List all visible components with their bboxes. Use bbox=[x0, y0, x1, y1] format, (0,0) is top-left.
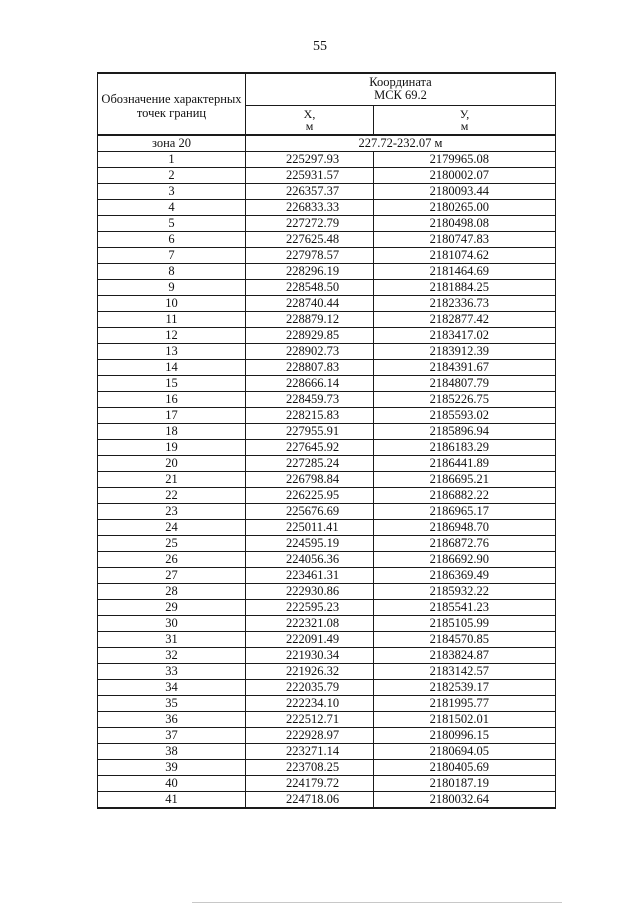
y-coordinate: 2185896.94 bbox=[374, 424, 556, 440]
table-row bbox=[98, 520, 556, 536]
x-coordinate: 227645.92 bbox=[246, 440, 374, 456]
table-row bbox=[98, 744, 556, 760]
y-coordinate: 2186369.49 bbox=[374, 568, 556, 584]
table-row bbox=[98, 616, 556, 632]
table-header bbox=[98, 73, 556, 135]
table-row bbox=[98, 392, 556, 408]
y-coordinate: 2180187.19 bbox=[374, 776, 556, 792]
table-row bbox=[98, 456, 556, 472]
coordinate-title: Координата bbox=[369, 75, 432, 90]
y-coordinate: 2186882.22 bbox=[374, 488, 556, 504]
point-number: 7 bbox=[98, 248, 246, 264]
table-row bbox=[98, 344, 556, 360]
point-designation-header bbox=[98, 73, 246, 135]
point-number: 39 bbox=[98, 760, 246, 776]
zone-row bbox=[98, 135, 556, 152]
x-coordinate: 228459.73 bbox=[246, 392, 374, 408]
table-row bbox=[98, 728, 556, 744]
coordinates-table bbox=[97, 72, 556, 809]
table-body bbox=[98, 135, 556, 808]
y-label: У, bbox=[459, 106, 470, 121]
x-coordinate: 228215.83 bbox=[246, 408, 374, 424]
point-number: 13 bbox=[98, 344, 246, 360]
table-row bbox=[98, 440, 556, 456]
x-coordinate: 226225.95 bbox=[246, 488, 374, 504]
y-coordinate: 2186183.29 bbox=[374, 440, 556, 456]
x-coordinate: 226798.84 bbox=[246, 472, 374, 488]
point-number: 15 bbox=[98, 376, 246, 392]
y-coordinate: 2180265.00 bbox=[374, 200, 556, 216]
x-coordinate: 225676.69 bbox=[246, 504, 374, 520]
point-number: 9 bbox=[98, 280, 246, 296]
point-number: 20 bbox=[98, 456, 246, 472]
table-row bbox=[98, 232, 556, 248]
point-number: 28 bbox=[98, 584, 246, 600]
y-coordinate: 2185593.02 bbox=[374, 408, 556, 424]
point-number: 41 bbox=[98, 792, 246, 809]
y-coordinate: 2181995.77 bbox=[374, 696, 556, 712]
point-number: 32 bbox=[98, 648, 246, 664]
table-row bbox=[98, 536, 556, 552]
x-coordinate: 222035.79 bbox=[246, 680, 374, 696]
bottom-edge-line bbox=[192, 902, 562, 903]
y-coordinate: 2180694.05 bbox=[374, 744, 556, 760]
y-coordinate: 2184570.85 bbox=[374, 632, 556, 648]
point-number: 33 bbox=[98, 664, 246, 680]
y-coordinate: 2180498.08 bbox=[374, 216, 556, 232]
point-number: 40 bbox=[98, 776, 246, 792]
y-coordinate: 2184807.79 bbox=[374, 376, 556, 392]
table-row bbox=[98, 488, 556, 504]
x-coordinate: 222234.10 bbox=[246, 696, 374, 712]
y-coordinate: 2186692.90 bbox=[374, 552, 556, 568]
x-coordinate: 222595.23 bbox=[246, 600, 374, 616]
x-coordinate: 222091.49 bbox=[246, 632, 374, 648]
x-coordinate: 228807.83 bbox=[246, 360, 374, 376]
point-number: 31 bbox=[98, 632, 246, 648]
point-number: 3 bbox=[98, 184, 246, 200]
point-number: 18 bbox=[98, 424, 246, 440]
y-coordinate: 2179965.08 bbox=[374, 152, 556, 168]
table-row bbox=[98, 280, 556, 296]
point-number: 36 bbox=[98, 712, 246, 728]
point-number: 6 bbox=[98, 232, 246, 248]
zone-range: 227.72-232.07 м bbox=[246, 135, 556, 152]
table-row bbox=[98, 216, 556, 232]
table-row bbox=[98, 776, 556, 792]
point-number: 19 bbox=[98, 440, 246, 456]
y-coordinate: 2185932.22 bbox=[374, 584, 556, 600]
point-number: 23 bbox=[98, 504, 246, 520]
table-row bbox=[98, 648, 556, 664]
point-number: 8 bbox=[98, 264, 246, 280]
table-row bbox=[98, 792, 556, 809]
y-coordinate: 2186695.21 bbox=[374, 472, 556, 488]
y-coordinate: 2184391.67 bbox=[374, 360, 556, 376]
table-row bbox=[98, 312, 556, 328]
x-coordinate: 224595.19 bbox=[246, 536, 374, 552]
y-coordinate: 2183142.57 bbox=[374, 664, 556, 680]
x-coordinate: 224718.06 bbox=[246, 792, 374, 809]
table-row bbox=[98, 696, 556, 712]
table-row bbox=[98, 152, 556, 168]
x-coordinate: 227285.24 bbox=[246, 456, 374, 472]
point-number: 5 bbox=[98, 216, 246, 232]
point-label-line1: Обозначение характерных bbox=[101, 92, 242, 106]
x-coordinate: 225931.57 bbox=[246, 168, 374, 184]
x-coordinate: 228929.85 bbox=[246, 328, 374, 344]
x-coordinate: 228902.73 bbox=[246, 344, 374, 360]
point-number: 21 bbox=[98, 472, 246, 488]
table-row bbox=[98, 408, 556, 424]
table-row bbox=[98, 712, 556, 728]
x-coordinate: 227955.91 bbox=[246, 424, 374, 440]
table-row bbox=[98, 504, 556, 520]
table-row bbox=[98, 296, 556, 312]
table-row bbox=[98, 632, 556, 648]
table-row bbox=[98, 360, 556, 376]
table-row bbox=[98, 600, 556, 616]
point-number: 34 bbox=[98, 680, 246, 696]
y-coordinate: 2186872.76 bbox=[374, 536, 556, 552]
x-coordinate: 221926.32 bbox=[246, 664, 374, 680]
y-coordinate: 2183417.02 bbox=[374, 328, 556, 344]
point-number: 37 bbox=[98, 728, 246, 744]
point-number: 10 bbox=[98, 296, 246, 312]
table-row bbox=[98, 200, 556, 216]
x-label: X, bbox=[303, 106, 316, 121]
y-unit: м bbox=[460, 118, 469, 133]
x-coordinate: 227625.48 bbox=[246, 232, 374, 248]
table-row bbox=[98, 264, 556, 280]
point-number: 30 bbox=[98, 616, 246, 632]
x-coordinate: 228548.50 bbox=[246, 280, 374, 296]
table-row bbox=[98, 760, 556, 776]
y-column-header bbox=[374, 105, 556, 135]
y-coordinate: 2180996.15 bbox=[374, 728, 556, 744]
point-number: 4 bbox=[98, 200, 246, 216]
table-row bbox=[98, 568, 556, 584]
point-number: 29 bbox=[98, 600, 246, 616]
x-coordinate: 226357.37 bbox=[246, 184, 374, 200]
x-coordinate: 228740.44 bbox=[246, 296, 374, 312]
y-coordinate: 2181884.25 bbox=[374, 280, 556, 296]
table-row bbox=[98, 584, 556, 600]
point-number: 1 bbox=[98, 152, 246, 168]
y-coordinate: 2185105.99 bbox=[374, 616, 556, 632]
y-coordinate: 2181502.01 bbox=[374, 712, 556, 728]
point-number: 35 bbox=[98, 696, 246, 712]
x-coordinate: 228666.14 bbox=[246, 376, 374, 392]
table-row bbox=[98, 680, 556, 696]
table-row bbox=[98, 248, 556, 264]
y-coordinate: 2182877.42 bbox=[374, 312, 556, 328]
y-coordinate: 2182539.17 bbox=[374, 680, 556, 696]
x-coordinate: 225011.41 bbox=[246, 520, 374, 536]
table-row bbox=[98, 664, 556, 680]
y-coordinate: 2186948.70 bbox=[374, 520, 556, 536]
point-number: 11 bbox=[98, 312, 246, 328]
x-coordinate: 225297.93 bbox=[246, 152, 374, 168]
coordinate-system: МСК 69.2 bbox=[374, 88, 427, 103]
x-coordinate: 226833.33 bbox=[246, 200, 374, 216]
y-coordinate: 2186441.89 bbox=[374, 456, 556, 472]
coordinate-header bbox=[246, 73, 556, 105]
point-label-line2: точек границ bbox=[136, 106, 207, 120]
point-number: 26 bbox=[98, 552, 246, 568]
table-row bbox=[98, 552, 556, 568]
page-number: 55 bbox=[313, 39, 327, 54]
x-coordinate: 223271.14 bbox=[246, 744, 374, 760]
x-coordinate: 228879.12 bbox=[246, 312, 374, 328]
y-coordinate: 2180405.69 bbox=[374, 760, 556, 776]
x-coordinate: 228296.19 bbox=[246, 264, 374, 280]
point-number: 12 bbox=[98, 328, 246, 344]
point-number: 14 bbox=[98, 360, 246, 376]
y-coordinate: 2181074.62 bbox=[374, 248, 556, 264]
x-coordinate: 227272.79 bbox=[246, 216, 374, 232]
x-coordinate: 227978.57 bbox=[246, 248, 374, 264]
x-coordinate: 223708.25 bbox=[246, 760, 374, 776]
y-coordinate: 2186965.17 bbox=[374, 504, 556, 520]
x-coordinate: 222321.08 bbox=[246, 616, 374, 632]
x-coordinate: 221930.34 bbox=[246, 648, 374, 664]
y-coordinate: 2182336.73 bbox=[374, 296, 556, 312]
point-number: 16 bbox=[98, 392, 246, 408]
y-coordinate: 2185541.23 bbox=[374, 600, 556, 616]
table-row bbox=[98, 184, 556, 200]
y-coordinate: 2180093.44 bbox=[374, 184, 556, 200]
y-coordinate: 2183824.87 bbox=[374, 648, 556, 664]
y-coordinate: 2180747.83 bbox=[374, 232, 556, 248]
point-number: 24 bbox=[98, 520, 246, 536]
table-row bbox=[98, 328, 556, 344]
point-number: 27 bbox=[98, 568, 246, 584]
y-coordinate: 2183912.39 bbox=[374, 344, 556, 360]
point-number: 17 bbox=[98, 408, 246, 424]
y-coordinate: 2180032.64 bbox=[374, 792, 556, 809]
x-coordinate: 224179.72 bbox=[246, 776, 374, 792]
y-coordinate: 2181464.69 bbox=[374, 264, 556, 280]
y-coordinate: 2180002.07 bbox=[374, 168, 556, 184]
point-number: 2 bbox=[98, 168, 246, 184]
table-row bbox=[98, 376, 556, 392]
x-column-header bbox=[246, 105, 374, 135]
zone-label: зона 20 bbox=[98, 135, 246, 152]
table-row bbox=[98, 168, 556, 184]
y-coordinate: 2185226.75 bbox=[374, 392, 556, 408]
x-unit: м bbox=[305, 118, 314, 133]
x-coordinate: 222928.97 bbox=[246, 728, 374, 744]
table-row bbox=[98, 472, 556, 488]
x-coordinate: 222512.71 bbox=[246, 712, 374, 728]
x-coordinate: 223461.31 bbox=[246, 568, 374, 584]
point-number: 22 bbox=[98, 488, 246, 504]
point-number: 38 bbox=[98, 744, 246, 760]
x-coordinate: 224056.36 bbox=[246, 552, 374, 568]
table-row bbox=[98, 424, 556, 440]
x-coordinate: 222930.86 bbox=[246, 584, 374, 600]
point-number: 25 bbox=[98, 536, 246, 552]
